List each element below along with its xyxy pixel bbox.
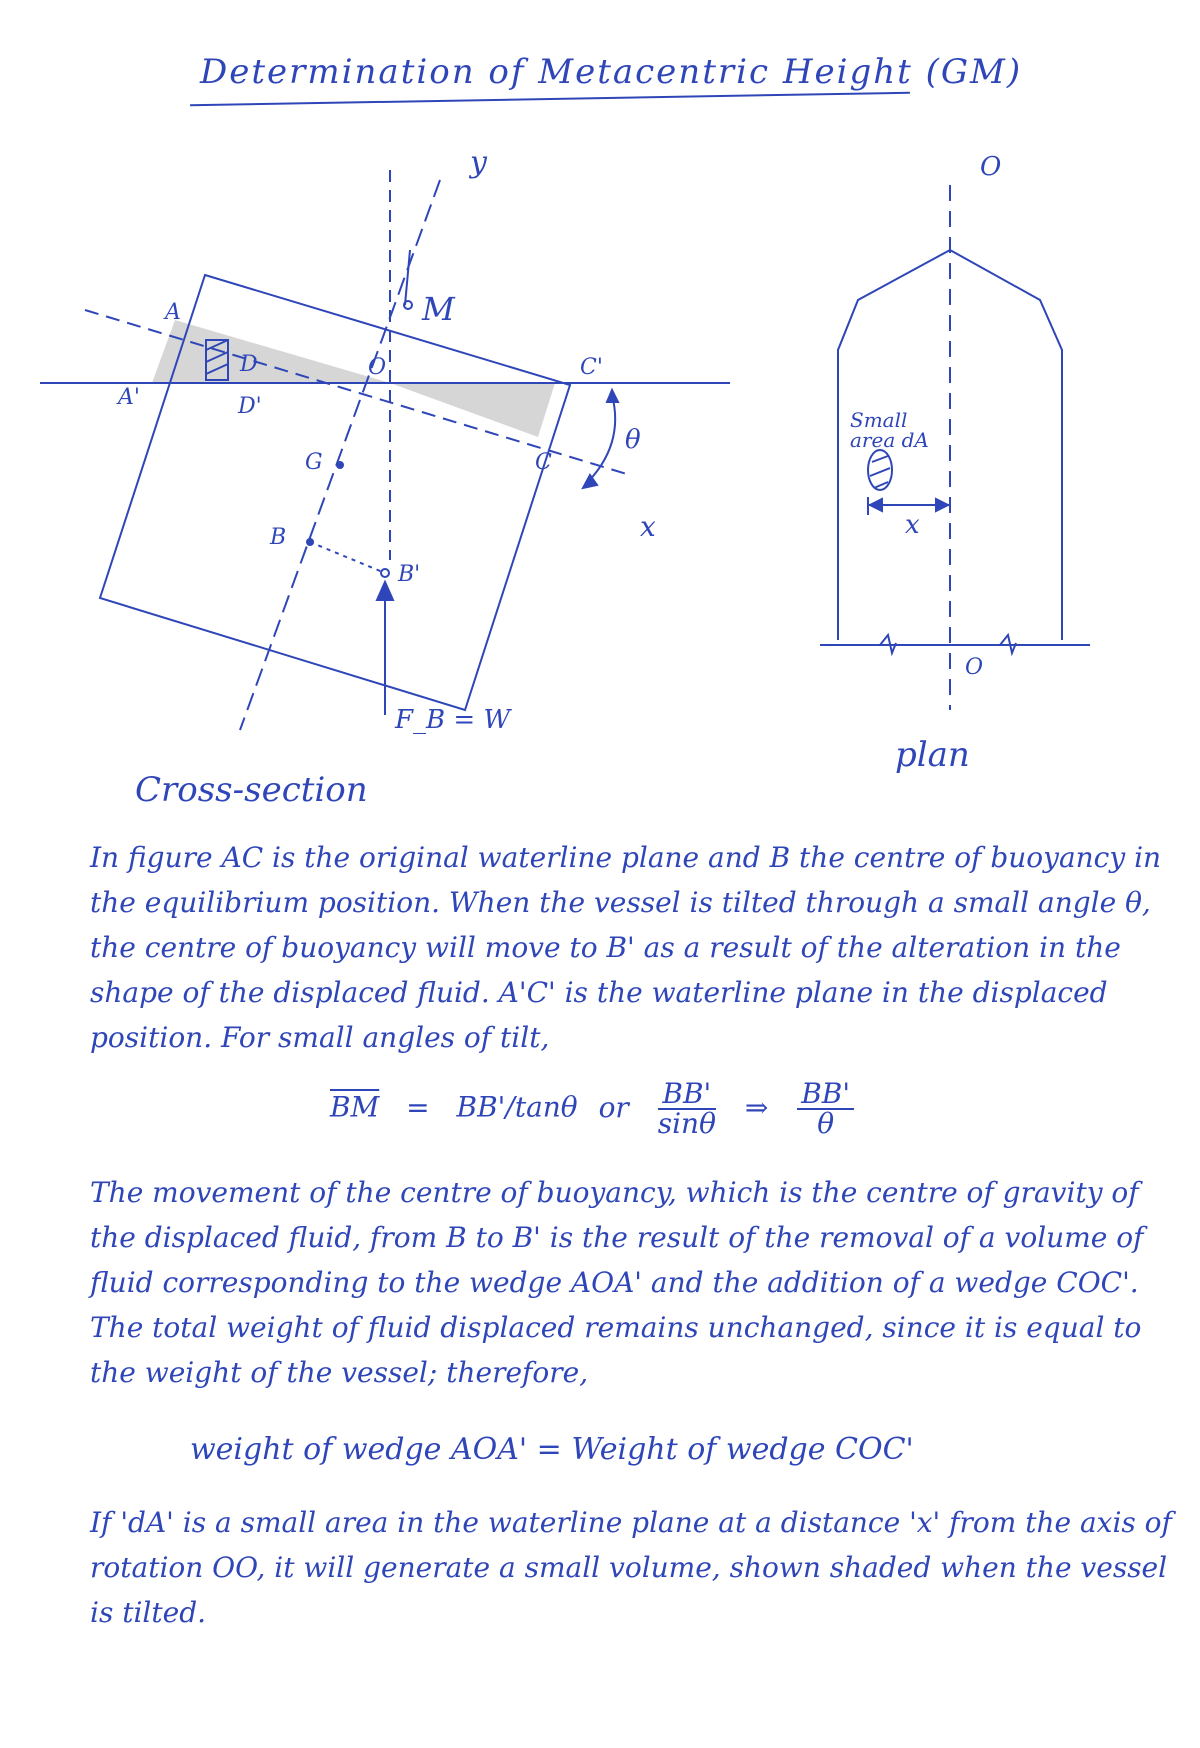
plan-small-area-label: Small area dA [850,408,929,452]
paragraph-2 [90,1170,1180,1395]
label-m: M [422,290,455,328]
label-y: y [470,145,487,180]
figure-canvas [0,0,1200,800]
paragraph-2-text: The movement of the centre of buoyancy, which is the centre of gravity of the displaced fluid, from B to B' is the result of the removal of a volume of fluid corresponding to the wedge AOA' and the addition of a wedge COC'. The total weight of fluid displaced remains unchanged, since it is equal to the weight of the vessel; therefore, [90,1176,1144,1389]
eq-term2 [657,1077,716,1140]
plan-bottom-label: O [965,655,984,680]
paragraph-1 [90,835,1180,1060]
label-d: D [240,352,258,377]
eq-term3 [797,1077,854,1140]
label-x: x [640,510,656,543]
label-c-prime: C' [580,355,603,380]
eq-lhs: $\overline{BM}$ [330,1090,380,1124]
label-g: G [305,450,323,475]
label-theta: θ [625,425,641,455]
caption-plan: plan [895,735,970,775]
eq-or: or [598,1090,629,1124]
paragraph-3 [90,1500,1180,1635]
paragraph-3-text: If 'dA' is a small area in the waterline plane at a distance 'x' from the axis of rotation OO, it will generate a small volume, shown shaded when the vessel is tilted. [90,1506,1172,1629]
eq-term2-num: BB' [658,1080,716,1110]
label-c: C [535,450,552,475]
equation-bm [330,1077,1150,1140]
label-d-prime: D' [238,394,262,419]
eq-term2-den: sinθ [657,1107,716,1140]
eq-arrow: ⇒ [744,1090,769,1124]
equation-wedges: weight of wedge AOA' = Weight of wedge COC' [190,1432,914,1467]
page-title: Determination of Metacentric Height (GM) [200,52,1023,92]
eq-term3-den: θ [817,1107,835,1140]
tilted-axis [240,180,440,730]
label-b-prime: B' [398,562,421,587]
label-a-prime: A' [118,385,140,410]
eq-term1: BB'/tanθ [456,1090,578,1124]
label-o: O [368,355,387,380]
wedge-coc [390,383,555,437]
paragraph-1-text: In figure AC is the original waterline plane and B the centre of buoyancy in the equilibrium position. When the vessel is tilted through a small angle θ, the centre of buoyancy will move to B' as a result of the alteration in the shape of the displaced fluid. A'C' is the waterline plane in the displaced position. For small angles of tilt, [90,841,1162,1054]
theta-arc [585,395,615,485]
eq-term3-num: BB' [797,1080,854,1110]
caption-cross-section: Cross-section [135,770,368,810]
label-b: B [270,525,287,550]
small-area-shape [868,450,892,490]
eq-equals: = [406,1090,430,1124]
label-force: F_B = W [395,705,511,735]
label-a: A [165,300,181,325]
plan-x-label: x [905,510,920,540]
plan-top-label: O [980,152,1002,182]
